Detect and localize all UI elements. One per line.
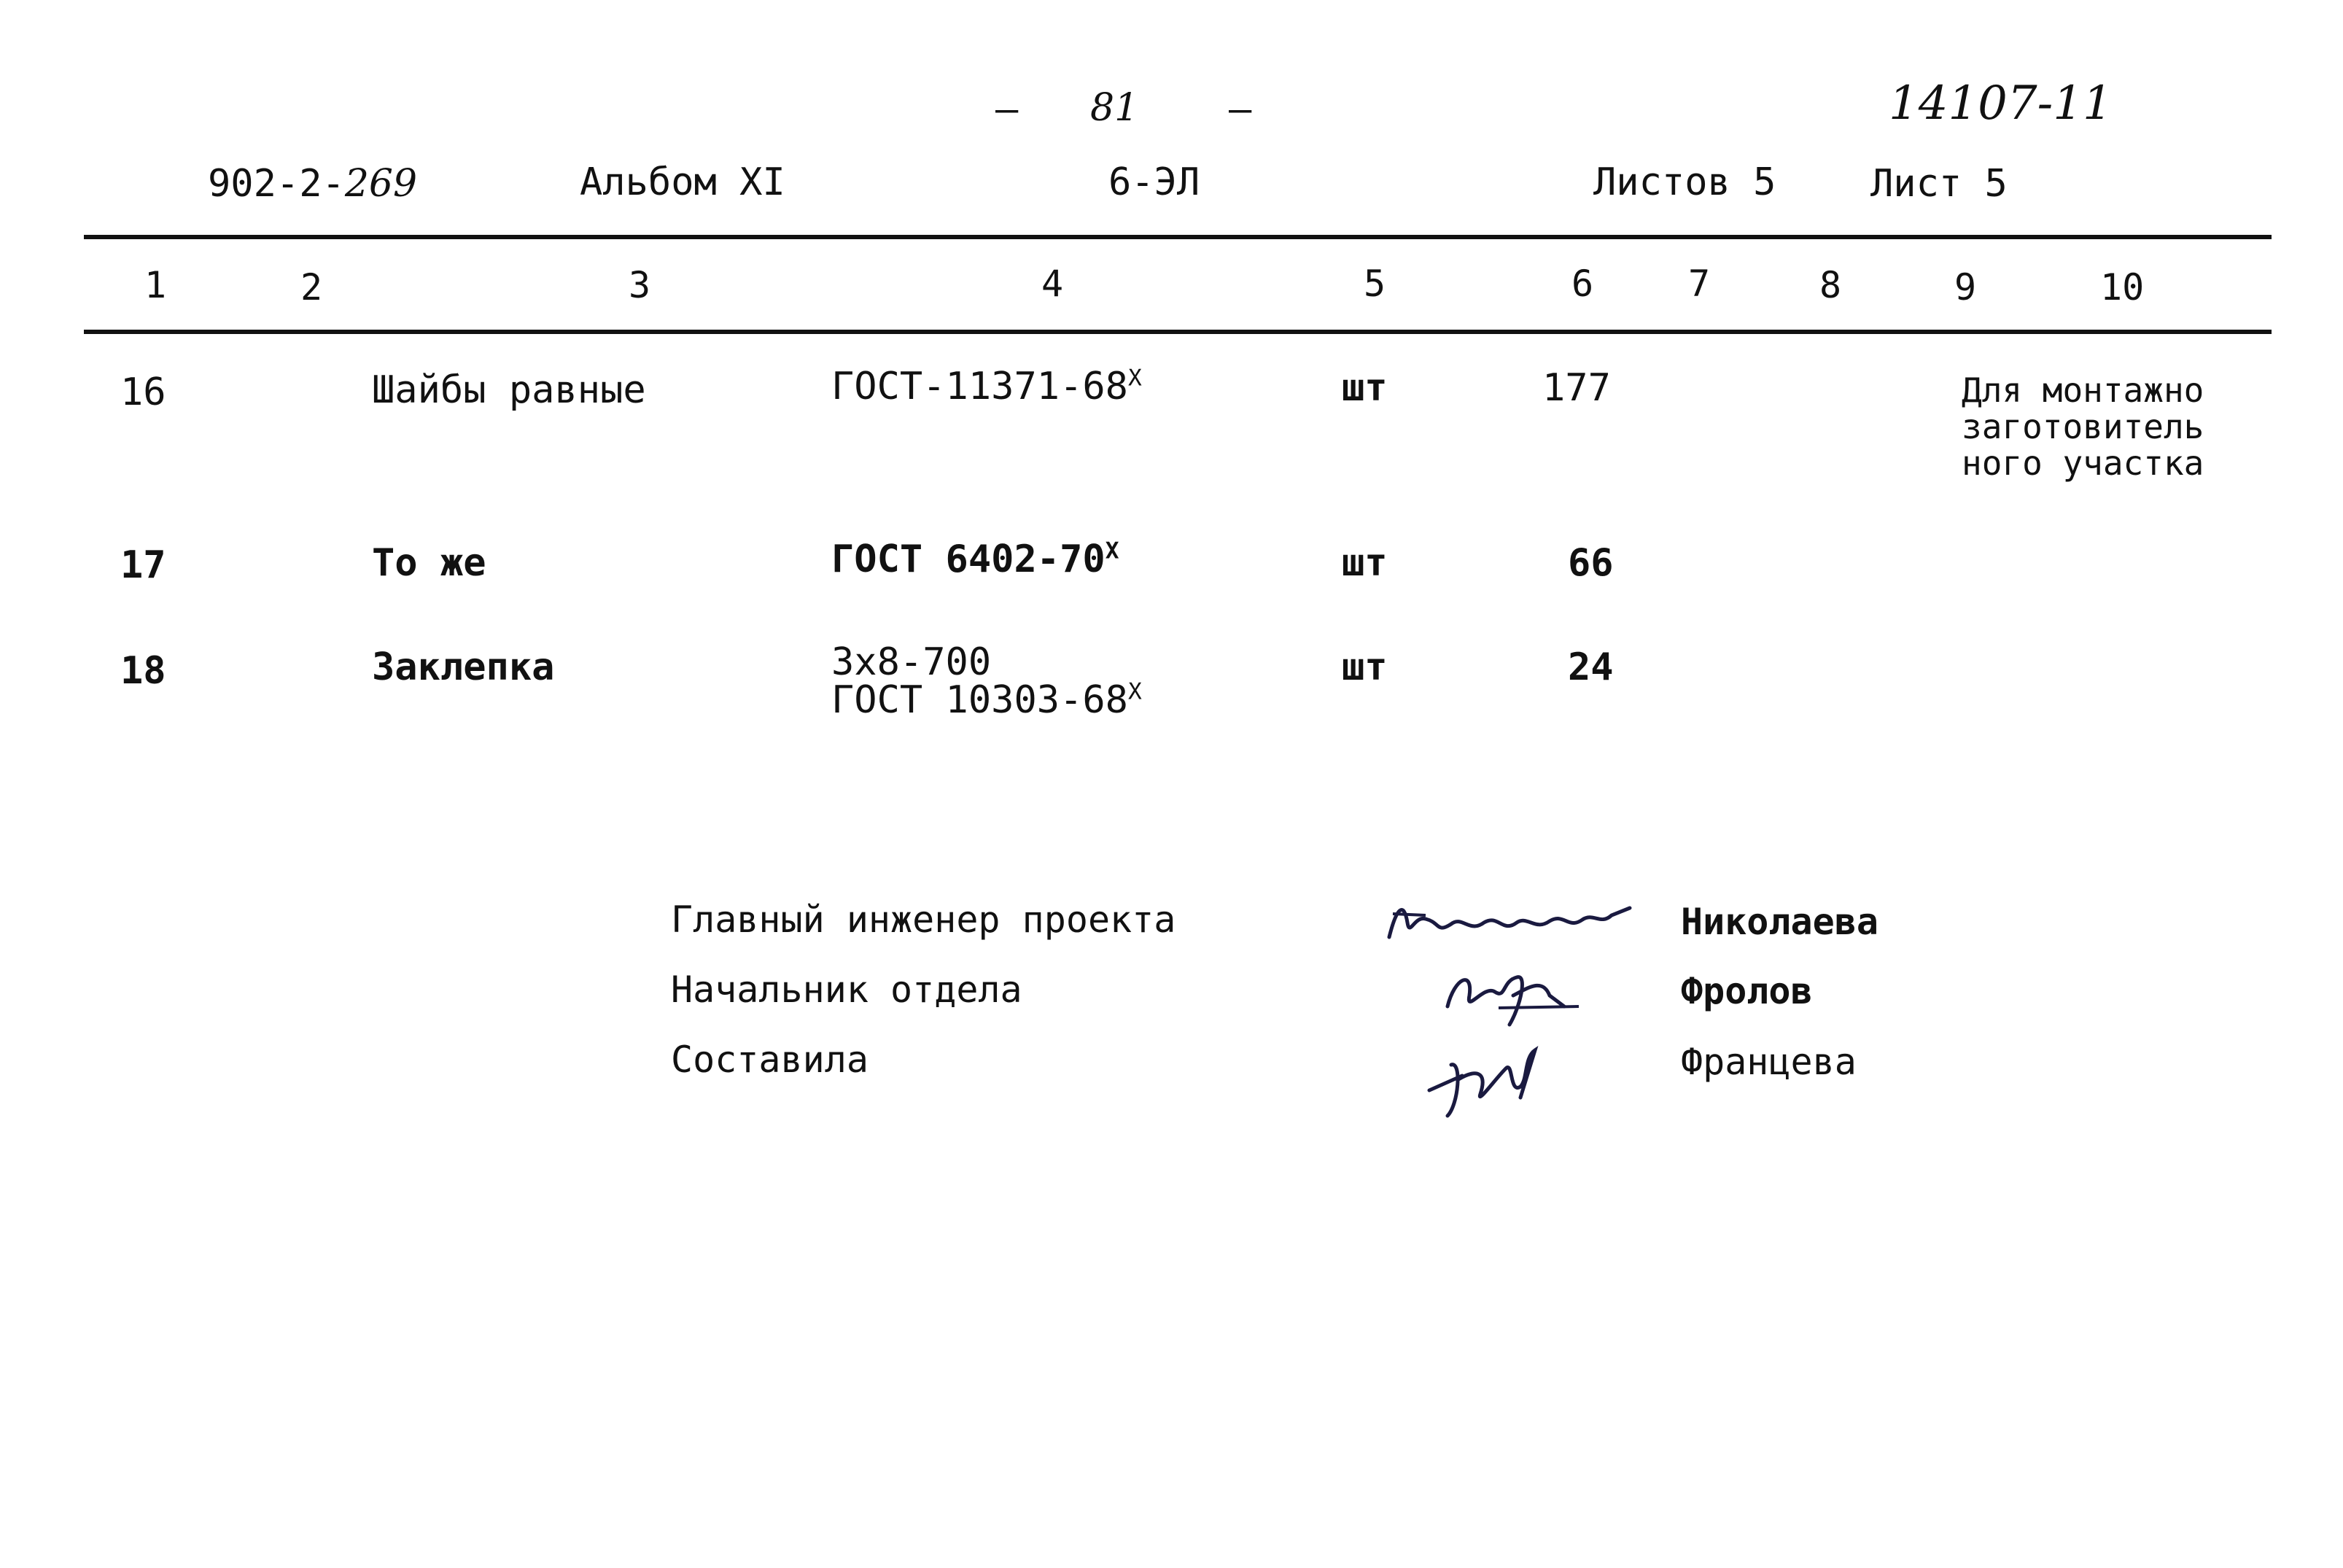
signature-frantseva xyxy=(1418,1036,1550,1126)
column-number-1: 1 xyxy=(144,264,167,306)
row-quantity: 24 xyxy=(1568,645,1614,689)
signature-name: Францева xyxy=(1681,1041,1857,1083)
column-number-5: 5 xyxy=(1364,263,1386,305)
row-name: То же xyxy=(372,541,486,585)
row-name: Шайбы равные xyxy=(372,368,646,412)
row-document: 3х8-700 ГОСТ $10303-68^X$ xyxy=(831,640,1142,722)
page-number: 81 xyxy=(1090,86,1139,130)
column-number-3: 3 xyxy=(629,264,651,306)
column-number-4: 4 xyxy=(1041,263,1064,305)
page-number-dash-left: – xyxy=(995,88,1019,131)
page-number-dash-right: – xyxy=(1229,88,1252,131)
header-top-rule xyxy=(84,235,2272,239)
row-document: ГОСТ-$11371-68^X$ xyxy=(831,365,1142,408)
row-quantity: 177 xyxy=(1542,366,1611,410)
album-label: Альбом XI xyxy=(580,160,785,204)
row-position: 17 xyxy=(120,543,166,587)
signature-name: Фролов xyxy=(1681,970,1813,1012)
row-position: 16 xyxy=(120,370,166,414)
column-number-8: 8 xyxy=(1819,264,1842,306)
archive-number: 14107-11 xyxy=(1889,77,2113,131)
row-unit: шт xyxy=(1342,645,1388,689)
signature-frolov xyxy=(1440,955,1586,1039)
row-name: Заклепка xyxy=(372,645,555,689)
column-number-10: 10 xyxy=(2100,266,2145,308)
column-number-9: 9 xyxy=(1954,266,1977,308)
column-number-6: 6 xyxy=(1571,263,1594,305)
signature-nikolaeva xyxy=(1382,893,1644,955)
row-position: 18 xyxy=(120,649,166,693)
doc-code xyxy=(208,162,417,206)
column-number-2: 2 xyxy=(300,266,323,308)
row-quantity: 66 xyxy=(1568,541,1614,585)
doc-code-handwritten: 269 xyxy=(344,162,418,206)
sheet-current: Лист 5 xyxy=(1870,162,2008,206)
doc-code-print: 902-2- xyxy=(208,162,345,206)
header-bottom-rule xyxy=(84,330,2272,334)
row-note: Для монтажно заготовитель ного участка xyxy=(1962,370,2204,483)
signature-role: Составила xyxy=(671,1039,869,1081)
signature-role: Главный инженер проекта xyxy=(671,899,1176,941)
sheets-total: Листов 5 xyxy=(1593,160,1776,204)
signature-name: Николаева xyxy=(1681,901,1878,943)
row-document: ГОСТ $6402-70^X$ xyxy=(831,537,1119,581)
column-number-7: 7 xyxy=(1688,263,1711,305)
sheet-code: 6-ЭЛ xyxy=(1108,160,1200,204)
row-unit: шт xyxy=(1342,366,1388,410)
signature-role: Начальник отдела xyxy=(671,969,1022,1011)
row-unit: шт xyxy=(1342,541,1388,585)
